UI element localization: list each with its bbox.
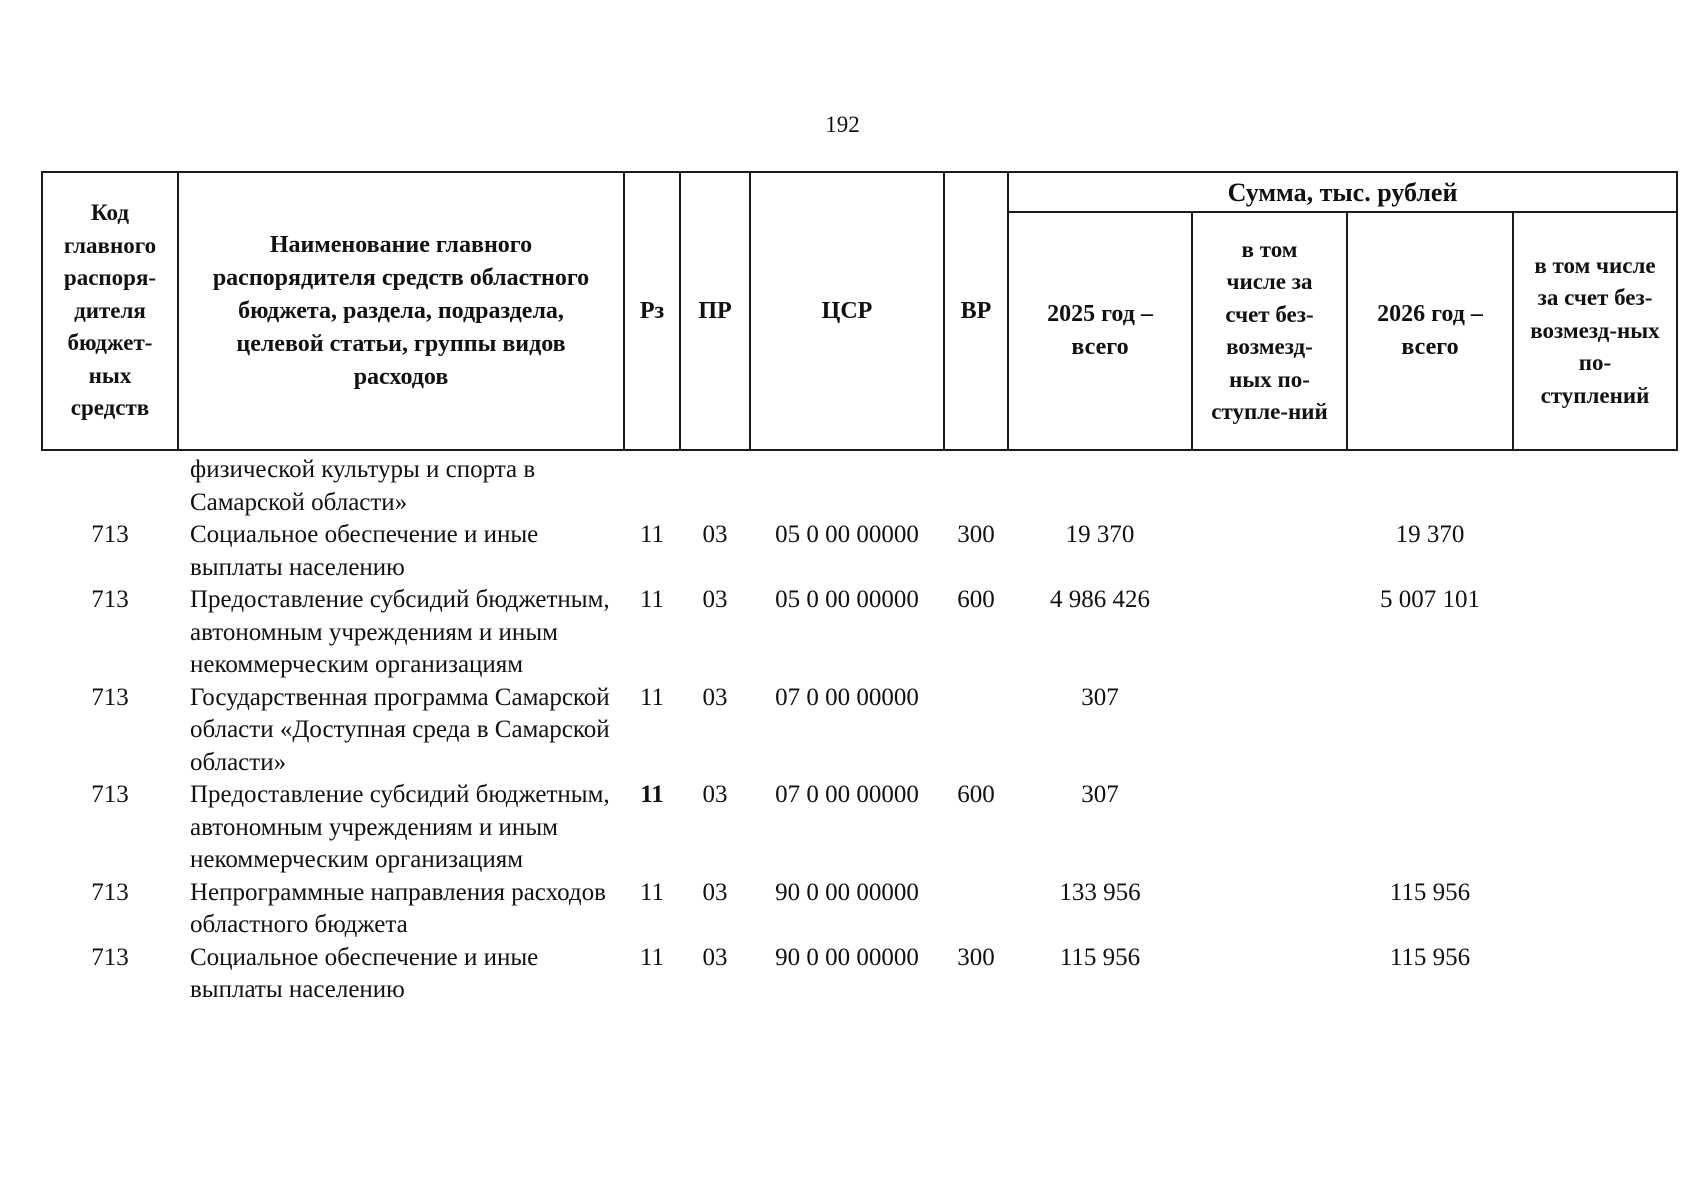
table-row (42, 877, 1677, 942)
cell-2026-free (1513, 519, 1677, 584)
cell-2025-free (1192, 450, 1347, 519)
cell-2026-total: 19 370 (1395, 521, 1465, 548)
cell-rz: 11 (639, 878, 665, 906)
cell-csr: 05 0 00 00000 (775, 521, 919, 548)
header-name: Наименование главного распорядителя средств областного бюджета, раздела, подраздела, целевой статьи, группы видов расходов (178, 172, 624, 450)
cell-vr: 600 (957, 586, 995, 613)
table-row (42, 942, 1677, 1007)
cell-pr: 03 (702, 943, 728, 971)
cell-2026-total: 5 007 101 (1380, 586, 1480, 613)
cell-vr: 300 (957, 943, 995, 971)
cell-2026-total (1347, 682, 1513, 780)
cell-2025-free (1192, 942, 1347, 1007)
header-csr: ЦСР (750, 172, 944, 450)
cell-csr: 07 0 00 00000 (775, 781, 919, 808)
cell-2025-free (1192, 877, 1347, 942)
cell-code (42, 450, 178, 519)
cell-rz: 11 (639, 683, 665, 711)
cell-rz: 11 (639, 586, 665, 613)
cell-2025-total: 115 956 (1059, 943, 1141, 971)
cell-pr (680, 450, 750, 519)
cell-code: 713 (91, 781, 129, 808)
cell-2026-total: 115 956 (1389, 878, 1471, 906)
cell-2025-total: 307 (1081, 781, 1119, 808)
cell-vr (944, 450, 1008, 519)
table-row (42, 450, 1677, 519)
header-sum-group: Сумма, тыс. рублей (1008, 172, 1677, 212)
cell-name: Социальное обеспечение и иные выплаты населению (190, 521, 539, 581)
cell-2025-total: 19 370 (1065, 521, 1135, 548)
cell-2026-free (1513, 682, 1677, 780)
cell-name: Социальное обеспечение и иные выплаты населению (190, 943, 539, 1003)
header-2025-total: 2025 год – всего (1008, 212, 1192, 450)
cell-pr: 03 (702, 586, 728, 613)
header-2026-total: 2026 год – всего (1347, 212, 1513, 450)
cell-2026-total (1347, 779, 1513, 877)
cell-pr: 03 (702, 878, 728, 906)
cell-rz: 11 (639, 943, 665, 971)
cell-vr (944, 682, 1008, 780)
cell-csr: 90 0 00 00000 (775, 878, 919, 906)
cell-2025-free (1192, 584, 1347, 682)
cell-2025-total: 133 956 (1059, 878, 1141, 906)
table-row (42, 682, 1677, 780)
cell-2026-free (1513, 450, 1677, 519)
cell-vr (944, 877, 1008, 942)
cell-2025-free (1192, 779, 1347, 877)
cell-pr: 03 (702, 781, 728, 808)
cell-vr: 600 (957, 781, 995, 808)
header-rz: Рз (624, 172, 680, 450)
cell-2026-total: 115 956 (1389, 943, 1471, 971)
cell-name: физической культуры и спорта в Самарской области» (190, 456, 536, 516)
cell-2026-free (1513, 877, 1677, 942)
cell-rz: 11 (640, 781, 664, 808)
cell-code: 713 (91, 683, 129, 711)
cell-csr: 05 0 00 00000 (775, 586, 919, 613)
cell-2025-total: 307 (1081, 683, 1119, 711)
cell-code: 713 (91, 943, 129, 971)
cell-rz: 11 (639, 521, 665, 548)
cell-name: Государственная программа Самарской области «Доступная среда в Самарской области» (190, 683, 610, 776)
cell-csr: 90 0 00 00000 (775, 943, 919, 971)
cell-2025-free (1192, 519, 1347, 584)
header-2026-free: в том числе за счет без-возмезд-ных по-ступлений (1513, 212, 1677, 450)
cell-csr: 07 0 00 00000 (775, 683, 919, 711)
cell-csr (750, 450, 944, 519)
cell-2026-total (1347, 450, 1513, 519)
cell-2025-total: 4 986 426 (1050, 586, 1150, 613)
cell-2026-free (1513, 779, 1677, 877)
table-row (42, 779, 1677, 877)
cell-code: 713 (91, 586, 129, 613)
table-row (42, 584, 1677, 682)
table-row (42, 519, 1677, 584)
cell-2025-total (1008, 450, 1192, 519)
header-vr: ВР (944, 172, 1008, 450)
cell-pr: 03 (702, 521, 728, 548)
cell-rz (624, 450, 680, 519)
header-pr: ПР (680, 172, 750, 450)
cell-code: 713 (91, 878, 129, 906)
table-body (42, 450, 1677, 1007)
header-code: Код главного распоря-дителя бюджет-ных средств (42, 172, 178, 450)
cell-code: 713 (91, 521, 129, 548)
table-header (42, 172, 1677, 450)
cell-2025-free (1192, 682, 1347, 780)
header-2025-free: в том числе за счет без-возмезд-ных по-ступле-ний (1192, 212, 1347, 450)
budget-table (41, 171, 1678, 1007)
cell-name: Предоставление субсидий бюджетным, автономным учреждениям и иным некоммерческим организациям (190, 781, 610, 873)
cell-vr: 300 (957, 521, 995, 548)
cell-pr: 03 (702, 683, 728, 711)
cell-name: Предоставление субсидий бюджетным, автономным учреждениям и иным некоммерческим организациям (190, 586, 610, 678)
cell-2026-free (1513, 942, 1677, 1007)
page-number: 192 (825, 112, 860, 137)
cell-2026-free (1513, 584, 1677, 682)
cell-name: Непрограммные направления расходов областного бюджета (190, 878, 606, 938)
